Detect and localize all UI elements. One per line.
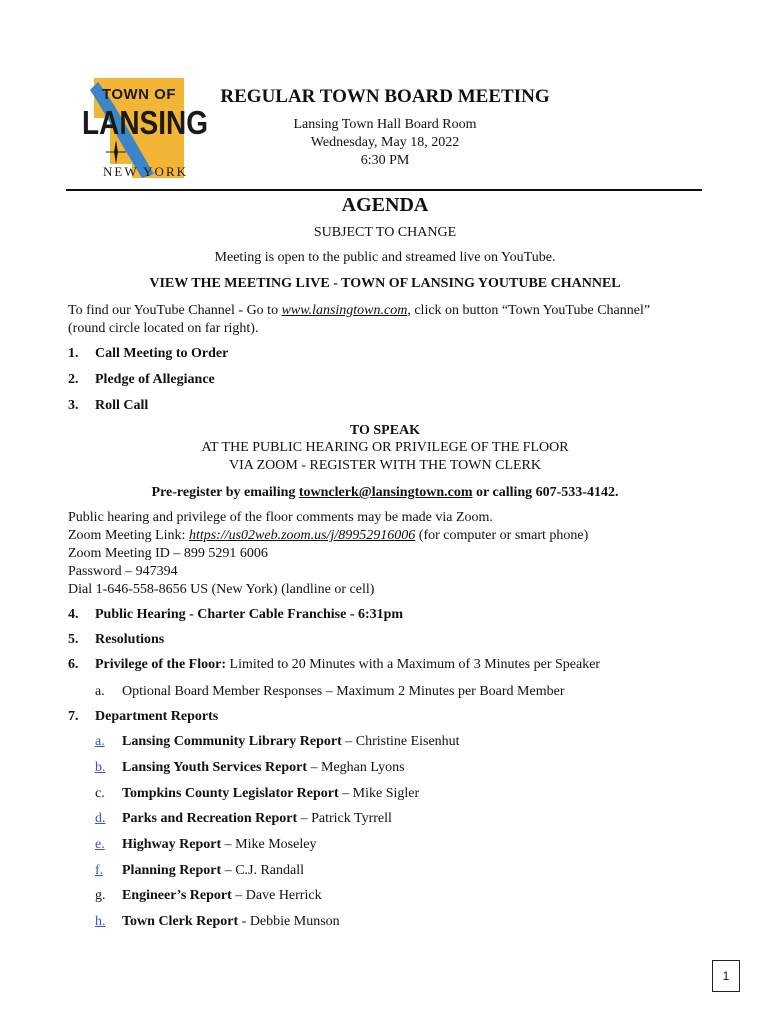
report-title: Lansing Youth Services Report <box>122 760 307 775</box>
logo-line2: LANSING <box>82 104 208 142</box>
report-text <box>122 914 340 930</box>
report-person: – Dave Herrick <box>231 888 322 903</box>
meeting-time: 6:30 PM <box>360 153 410 168</box>
open-note: Meeting is open to the public and streamed live on YouTube. <box>214 250 556 265</box>
item-number: 5. <box>68 632 79 647</box>
report-person: - Debbie Munson <box>238 914 340 929</box>
speak-line2: AT THE PUBLIC HEARING OR PRIVILEGE OF THE FLOOR <box>201 440 569 455</box>
item-label: Call Meeting to Order <box>95 346 229 361</box>
report-text <box>122 837 316 853</box>
report-title: Planning Report <box>122 863 222 878</box>
zoom-link-post: (for computer or smart phone) <box>415 528 589 543</box>
report-person: – Patrick Tyrrell <box>297 811 392 826</box>
report-letter: c. <box>95 786 105 801</box>
zoom-meeting-id: Zoom Meeting ID – 899 5291 6006 <box>68 546 268 561</box>
report-text <box>122 811 392 827</box>
zoom-info <box>68 509 588 599</box>
report-text <box>122 863 304 879</box>
meeting-title: REGULAR TOWN BOARD MEETING <box>220 86 550 107</box>
report-text <box>122 888 322 904</box>
subject-to-change: SUBJECT TO CHANGE <box>313 225 457 240</box>
item-number: 3. <box>68 398 79 413</box>
prereg-post: or calling 607-533-4142. <box>472 485 619 500</box>
report-title: Engineer’s Report <box>122 888 232 903</box>
item-label: Pledge of Allegiance <box>95 372 215 387</box>
subitem-letter: a. <box>95 684 105 699</box>
item-label: Resolutions <box>95 632 165 647</box>
prereg-pre: Pre-register by emailing <box>151 485 299 500</box>
youtube-instr-post: , click on button “Town YouTube Channel” <box>407 303 651 318</box>
zoom-meeting-link[interactable]: https://us02web.zoom.us/j/89952916006 <box>188 528 416 543</box>
report-text <box>122 734 460 750</box>
report-person: – Mike Sigler <box>338 786 420 801</box>
item-number: 7. <box>68 709 79 724</box>
item-text <box>95 657 600 673</box>
report-letter-link[interactable]: d. <box>95 811 106 826</box>
report-person: – C.J. Randall <box>221 863 305 878</box>
report-letter-link[interactable]: e. <box>95 837 105 852</box>
report-letter-link[interactable]: h. <box>95 914 106 929</box>
page-number-box: 1 <box>712 960 740 992</box>
agenda-heading: AGENDA <box>341 194 429 216</box>
item-label: Privilege of the Floor: <box>95 657 227 672</box>
logo-line3: NEW YORK <box>103 164 188 179</box>
item-number: 4. <box>68 607 79 622</box>
report-title: Parks and Recreation Report <box>122 811 298 826</box>
lansingtown-link[interactable]: www.lansingtown.com <box>281 303 408 318</box>
youtube-heading: VIEW THE MEETING LIVE - TOWN OF LANSING YOUTUBE CHANNEL <box>149 276 621 291</box>
item-label: Public Hearing - Charter Cable Franchise - 6:31pm <box>95 607 404 622</box>
report-person: – Christine Eisenhut <box>341 734 460 749</box>
item-number: 6. <box>68 657 79 672</box>
report-letter: g. <box>95 888 106 903</box>
report-title: Highway Report <box>122 837 222 852</box>
zoom-password: Password – 947394 <box>68 564 178 579</box>
report-title: Lansing Community Library Report <box>122 734 342 749</box>
subitem-text: Optional Board Member Responses – Maximum 2 Minutes per Board Member <box>122 684 565 699</box>
meeting-location: Lansing Town Hall Board Room <box>293 117 477 132</box>
item-label: Department Reports <box>95 709 219 724</box>
speak-heading: TO SPEAK <box>349 423 421 438</box>
youtube-instr-line2: (round circle located on far right). <box>68 321 259 336</box>
report-title: Town Clerk Report <box>122 914 239 929</box>
youtube-instructions <box>68 302 650 338</box>
report-person: – Meghan Lyons <box>307 760 405 775</box>
youtube-instr-pre: To find our YouTube Channel - Go to <box>68 303 282 318</box>
report-title: Tompkins County Legislator Report <box>122 786 339 801</box>
zoom-line1: Public hearing and privilege of the floor comments may be made via Zoom. <box>68 510 493 525</box>
report-person: – Mike Moseley <box>221 837 317 852</box>
preregister-line <box>0 485 770 501</box>
logo-line1: TOWN OF <box>101 86 177 103</box>
clerk-email-link[interactable]: townclerk@lansingtown.com <box>298 485 473 500</box>
header-divider <box>66 189 702 191</box>
report-letter-link[interactable]: f. <box>95 863 104 878</box>
meeting-date: Wednesday, May 18, 2022 <box>310 135 460 150</box>
speak-line3: VIA ZOOM - REGISTER WITH THE TOWN CLERK <box>229 458 541 473</box>
item-label: Roll Call <box>95 398 149 413</box>
report-letter-link[interactable]: a. <box>95 734 105 749</box>
report-text <box>122 760 405 776</box>
item-number: 2. <box>68 372 79 387</box>
report-text <box>122 786 419 802</box>
item-rest: Limited to 20 Minutes with a Maximum of 3 Minutes per Speaker <box>226 657 601 672</box>
report-letter-link[interactable]: b. <box>95 760 106 775</box>
zoom-dial: Dial 1-646-558-8656 US (New York) (landline or cell) <box>68 582 375 597</box>
zoom-link-pre: Zoom Meeting Link: <box>68 528 189 543</box>
item-number: 1. <box>68 346 79 361</box>
